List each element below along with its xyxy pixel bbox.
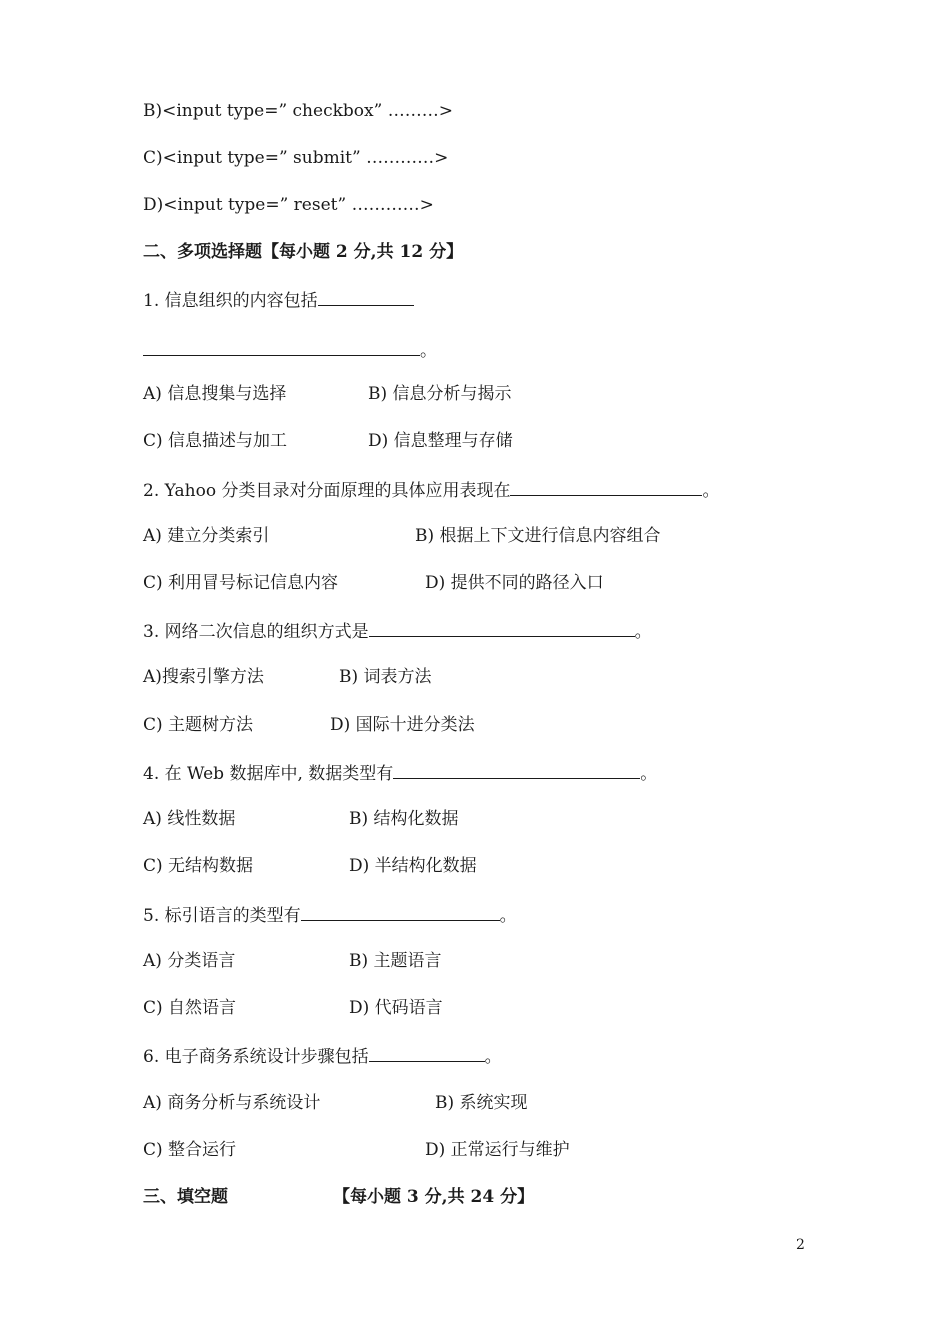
question-1-stem: [143, 288, 414, 312]
answer-blank: [301, 903, 500, 921]
question-4-stem: [143, 761, 657, 785]
question-5-stem: [143, 903, 517, 927]
option-a: A) 建立分类索引: [143, 526, 270, 546]
option-d: D) 正常运行与维护: [425, 1140, 570, 1160]
answer-blank: [369, 619, 635, 637]
question-stem-text: 3. 网络二次信息的组织方式是: [143, 622, 369, 642]
question-end: 。: [702, 481, 720, 501]
option-c: C) 主题树方法: [143, 715, 254, 735]
question-3-stem: [143, 619, 652, 643]
question-2-options-row-2: [143, 572, 604, 594]
option-c: C) 自然语言: [143, 998, 237, 1018]
option-a: A) 商务分析与系统设计: [143, 1093, 321, 1113]
page-number: 2: [796, 1237, 805, 1253]
option-b: B) 主题语言: [349, 951, 442, 971]
option-d: D) 半结构化数据: [349, 856, 477, 876]
answer-blank: [510, 478, 702, 496]
question-6-options-row-2: [143, 1139, 570, 1161]
option-c: C) 利用冒号标记信息内容: [143, 573, 339, 593]
option-b: B) 结构化数据: [349, 809, 459, 829]
question-end: 。: [420, 341, 437, 361]
question-6-options-row-1: [143, 1092, 528, 1114]
question-end: 。: [484, 1047, 502, 1067]
question-stem-text: 2. Yahoo 分类目录对分面原理的具体应用表现在: [143, 481, 511, 501]
question-stem-text: 1. 信息组织的内容包括: [143, 291, 318, 311]
section3-title: 三、填空题: [143, 1187, 228, 1207]
question-5-options-row-2: [143, 997, 443, 1019]
answer-blank: [369, 1044, 485, 1062]
question-2-stem: [143, 478, 719, 502]
option-a: A)搜索引擎方法: [143, 667, 264, 687]
question-end: 。: [499, 906, 517, 926]
question-6-stem: [143, 1044, 502, 1068]
answer-blank: [393, 761, 640, 779]
option-d: D) 提供不同的路径入口: [425, 573, 604, 593]
question-3-options-row-1: [143, 666, 432, 688]
question-end: 。: [634, 622, 652, 642]
answer-blank: [318, 288, 414, 306]
question-end: 。: [640, 764, 658, 784]
option-d: D) 国际十进分类法: [330, 715, 475, 735]
section3-heading: [143, 1186, 535, 1208]
section2-heading: [143, 241, 463, 263]
option-d: D) 代码语言: [349, 998, 443, 1018]
question-stem-text: 5. 标引语言的类型有: [143, 906, 301, 926]
option-d: D) 信息整理与存储: [368, 431, 513, 451]
question-4-options-row-2: [143, 855, 477, 877]
question-3-options-row-2: [143, 714, 475, 736]
option-c: C) 整合运行: [143, 1140, 237, 1160]
section3-note: 【每小题 3 分,共 24 分】: [333, 1187, 535, 1207]
option-a: A) 线性数据: [143, 809, 236, 829]
question-5-options-row-1: [143, 950, 442, 972]
option-c: C) 无结构数据: [143, 856, 254, 876]
option-b: B) 系统实现: [435, 1093, 528, 1113]
section2-note: 【每小题 2 分,共 12 分】: [262, 242, 464, 262]
question-1-options-row-1: [143, 383, 512, 405]
question-stem-text: 6. 电子商务系统设计步骤包括: [143, 1047, 369, 1067]
question-4-options-row-1: [143, 808, 459, 830]
question-1-options-row-2: [143, 430, 513, 452]
question-stem-text: 4. 在 Web 数据库中, 数据类型有: [143, 764, 394, 784]
question-2-options-row-1: [143, 525, 661, 547]
option-c: C) 信息描述与加工: [143, 431, 288, 451]
option-c-submit: C)<input type=” submit” …………>: [143, 148, 449, 168]
answer-blank: [143, 338, 420, 356]
option-b: B) 根据上下文进行信息内容组合: [415, 526, 661, 546]
option-a: A) 分类语言: [143, 951, 236, 971]
option-a: A) 信息搜集与选择: [143, 384, 287, 404]
option-b-checkbox: B)<input type=” checkbox” ………>: [143, 101, 453, 121]
option-b: B) 词表方法: [339, 667, 432, 687]
option-d-reset: D)<input type=” reset” …………>: [143, 195, 434, 215]
option-b: B) 信息分析与揭示: [368, 384, 512, 404]
question-1-continuation: [143, 338, 437, 362]
section2-title: 二、多项选择题: [143, 242, 262, 262]
